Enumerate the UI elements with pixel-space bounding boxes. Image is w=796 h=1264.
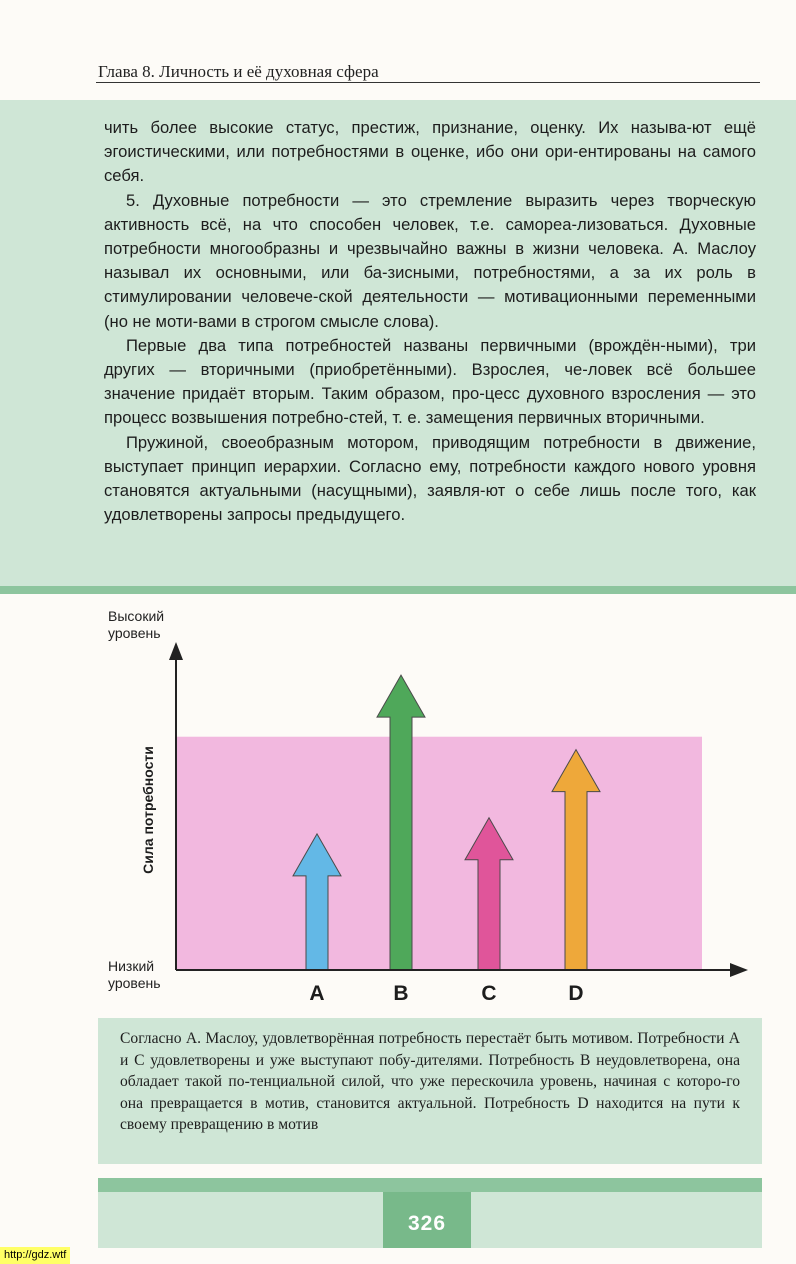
y-bottom-label-line-2: уровень bbox=[108, 975, 161, 991]
page-number-box bbox=[383, 1192, 471, 1248]
motive-zone bbox=[176, 737, 702, 970]
y-axis-label: Сила потребности bbox=[140, 746, 156, 874]
main-text-block bbox=[0, 100, 796, 586]
watermark-url: http://gdz.wtf bbox=[0, 1247, 70, 1264]
y-axis-arrowhead bbox=[169, 642, 183, 660]
figure-caption bbox=[98, 1018, 762, 1164]
category-label-c: C bbox=[481, 982, 497, 1005]
page-number: 326 bbox=[407, 1212, 447, 1235]
category-label-a: A bbox=[309, 982, 325, 1005]
paragraph-3: Первые два типа потребностей названы первичными (врождён-ными), три других — вторичными (приобретёнными). Взрослея, че-ловек всё большее значение придаёт вторым. Таким образом, про-цесс духовного взросления — это процесс возвышения потребно-стей, т. е. замещения первичных вторичными. bbox=[104, 335, 756, 428]
caption-text: Согласно А. Маслоу, удовлетворённая потребность перестаёт быть мотивом. Потребности А и С удовлетворены и уже выступают побу-дителями. Потребность В неудовлетворена, она обладает такой по-тенциальной силой, что уже перескочила уровень, начиная с которо-го она превращается в мотив, становится актуальной. Потребность D находится на пути к своему превращению в мотив bbox=[120, 1030, 740, 1134]
category-label-d: D bbox=[568, 982, 584, 1005]
maslow-chart bbox=[0, 594, 796, 1024]
x-axis-arrowhead bbox=[730, 963, 748, 977]
paragraph-2: 5. Духовные потребности — это стремление выразить через творческую активность всё, на что способен человек, т.е. самореа-лизоваться. Духовные потребности многообразны и чрезвычайно важны в жизни человека. А. Маслоу называл их основными, или ба-зисными, потребностями, а за их роль в стимулировании человече-ской деятельности — мотивационными переменными (но не моти-вами в строгом смысле слова). bbox=[104, 190, 756, 331]
chapter-header bbox=[96, 58, 760, 83]
paragraph-1: чить более высокие статус, престиж, признание, оценку. Их называ-ют ещё эгоистическими, или потребностями в оценке, ибо они ори-ентированы на самого себя. bbox=[104, 118, 756, 186]
y-top-label-line-1: Высокий bbox=[108, 608, 165, 624]
footer-stripe bbox=[98, 1178, 762, 1192]
chapter-title: Глава 8. Личность и её духовная сфера bbox=[98, 62, 379, 81]
paragraph-4: Пружиной, своеобразным мотором, приводящим потребности в движение, выступает принцип иерархии. Согласно ему, потребности каждого нового уровня становятся актуальными (насущными), заявля-ют о себе лишь после того, как удовлетворены запросы предыдущего. bbox=[104, 432, 756, 525]
category-label-b: B bbox=[393, 982, 409, 1005]
section-divider bbox=[0, 586, 796, 594]
y-bottom-label-line-1: Низкий bbox=[108, 958, 155, 974]
main-text bbox=[104, 116, 756, 527]
y-top-label-line-2: уровень bbox=[108, 625, 161, 641]
